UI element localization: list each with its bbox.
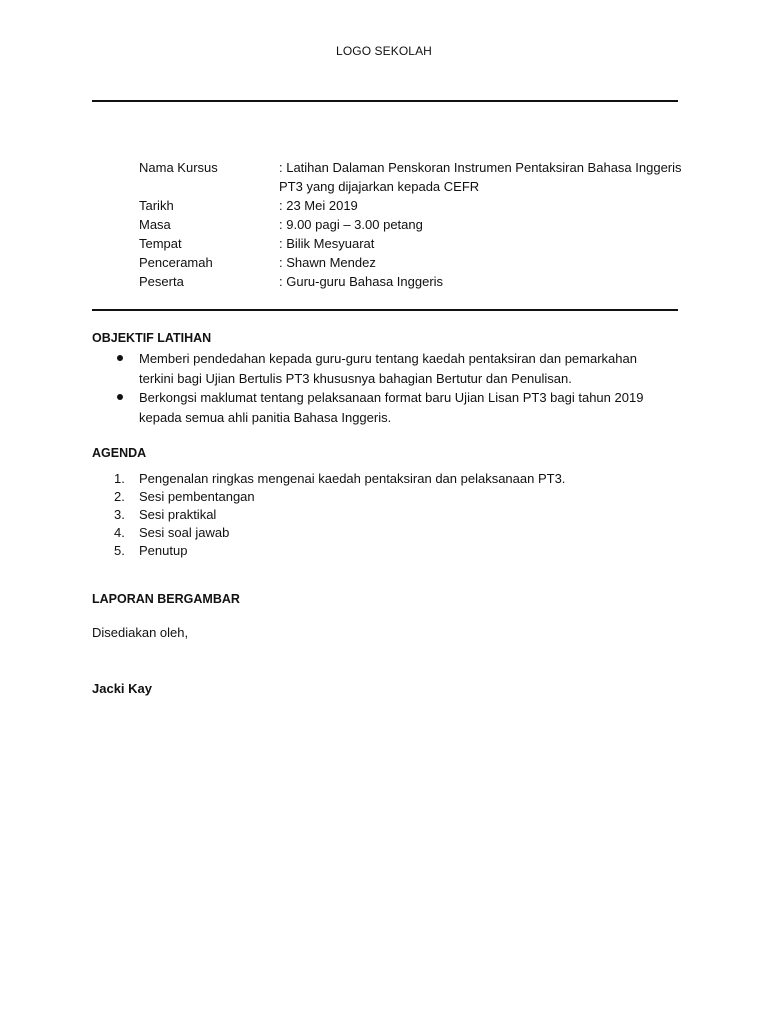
- list-number: 3.: [114, 507, 125, 522]
- signer-name: Jacki Kay: [92, 681, 152, 696]
- bottom-divider: [92, 309, 678, 311]
- list-item: [92, 488, 565, 506]
- list-item-line: Memberi pendedahan kepada guru-guru tentang kaedah pentaksiran dan pemarkahan: [139, 351, 637, 366]
- info-label: Tempat: [139, 236, 182, 251]
- objectives-list: [92, 349, 682, 427]
- bullet-icon: [117, 394, 123, 400]
- list-item-text: Pengenalan ringkas mengenai kaedah pentaksiran dan pelaksanaan PT3.: [139, 471, 566, 486]
- list-item: [92, 542, 565, 560]
- info-label: Masa: [139, 217, 171, 232]
- list-item: [92, 506, 565, 524]
- info-label: Penceramah: [139, 255, 213, 270]
- info-value: : Guru-guru Bahasa Inggeris: [279, 274, 444, 289]
- info-label: Tarikh: [139, 198, 174, 213]
- info-value: : 23 Mei 2019: [279, 198, 358, 213]
- prepared-by-label: Disediakan oleh,: [92, 625, 189, 640]
- list-item: [92, 524, 565, 542]
- list-item: [92, 349, 682, 388]
- top-divider: [92, 100, 678, 102]
- list-item-line: terkini bagi Ujian Bertulis PT3 khususnya bahagian Bertutur dan Penulisan.: [139, 370, 572, 386]
- list-number: 1.: [114, 471, 125, 486]
- list-item-text: Sesi soal jawab: [139, 525, 230, 540]
- info-label: Nama Kursus: [139, 160, 218, 175]
- info-row-participants: [139, 272, 684, 291]
- list-item: [92, 470, 565, 488]
- info-row-time: [139, 215, 684, 234]
- list-number: 5.: [114, 543, 125, 558]
- objectives-heading: OBJEKTIF LATIHAN: [92, 331, 212, 345]
- list-item: [92, 388, 682, 427]
- info-label: Peserta: [139, 274, 184, 289]
- agenda-heading: AGENDA: [92, 446, 147, 460]
- info-value-line: PT3 yang dijajarkan kepada CEFR: [279, 179, 480, 194]
- list-number: 4.: [114, 525, 125, 540]
- list-number: 2.: [114, 489, 125, 504]
- agenda-list: [92, 470, 565, 560]
- list-item-text: Sesi praktikal: [139, 507, 217, 522]
- course-info-table: [139, 158, 684, 291]
- list-item-line: kepada semua ahli panitia Bahasa Inggeris.: [139, 409, 392, 425]
- logo-placeholder: LOGO SEKOLAH: [336, 44, 432, 58]
- info-row-course: [139, 158, 684, 196]
- bullet-icon: [117, 355, 123, 361]
- info-value: [279, 158, 684, 196]
- info-row-speaker: [139, 253, 684, 272]
- report-heading: LAPORAN BERGAMBAR: [92, 592, 240, 606]
- info-row-venue: [139, 234, 684, 253]
- info-value: : Shawn Mendez: [279, 255, 376, 270]
- info-value: : 9.00 pagi – 3.00 petang: [279, 217, 423, 232]
- info-row-date: [139, 196, 684, 215]
- list-item-text: Sesi pembentangan: [139, 489, 255, 504]
- info-value: : Bilik Mesyuarat: [279, 236, 375, 251]
- list-item-line: Berkongsi maklumat tentang pelaksanaan format baru Ujian Lisan PT3 bagi tahun 2019: [139, 390, 644, 405]
- info-value-line: : Latihan Dalaman Penskoran Instrumen Pentaksiran Bahasa Inggeris: [279, 160, 682, 175]
- list-item-text: Penutup: [139, 543, 188, 558]
